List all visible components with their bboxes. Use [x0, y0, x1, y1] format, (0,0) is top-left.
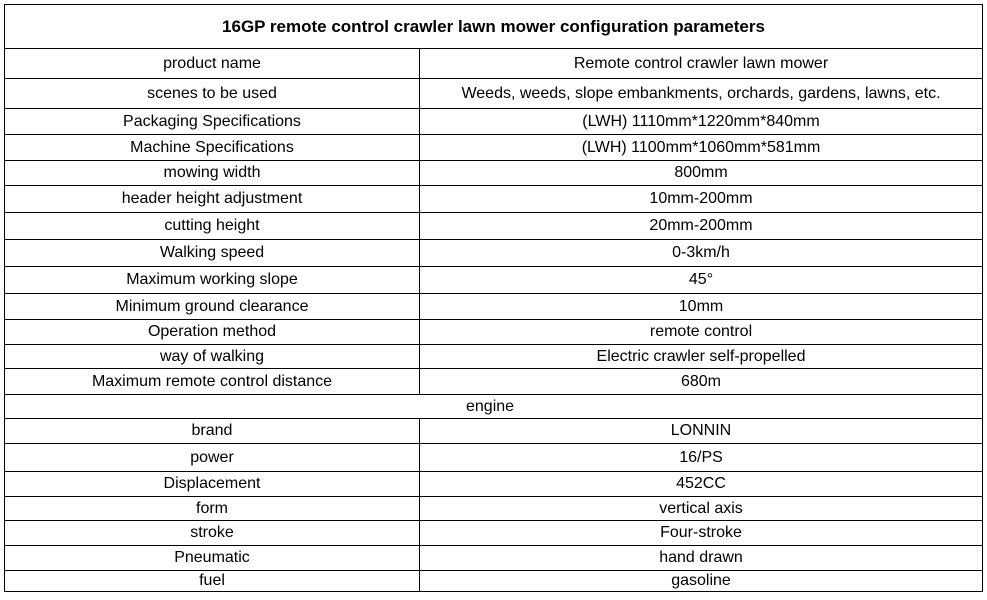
row-label: Packaging Specifications: [5, 109, 420, 135]
table-row: [5, 521, 983, 546]
row-label: brand: [5, 419, 420, 444]
row-label: scenes to be used: [5, 79, 420, 109]
table-row: [5, 213, 983, 240]
row-label: Maximum remote control distance: [5, 369, 420, 395]
row-value: Weeds, weeds, slope embankments, orchards, gardens, lawns, etc.: [420, 79, 983, 109]
table-row: [5, 240, 983, 267]
row-value: gasoline: [420, 571, 983, 592]
table-title: 16GP remote control crawler lawn mower configuration parameters: [5, 5, 983, 49]
table-row: [5, 294, 983, 320]
row-label: header height adjustment: [5, 186, 420, 213]
row-label: Minimum ground clearance: [5, 294, 420, 320]
row-value: (LWH) 1110mm*1220mm*840mm: [420, 109, 983, 135]
section-heading-engine: engine: [5, 395, 983, 419]
table-row: [5, 345, 983, 369]
table-row: [5, 161, 983, 186]
row-label: way of walking: [5, 345, 420, 369]
row-value: 680m: [420, 369, 983, 395]
row-label: Pneumatic: [5, 546, 420, 571]
row-value: 10mm: [420, 294, 983, 320]
row-value: 20mm-200mm: [420, 213, 983, 240]
row-label: Walking speed: [5, 240, 420, 267]
table-row: [5, 135, 983, 161]
row-label: product name: [5, 49, 420, 79]
row-value: (LWH) 1100mm*1060mm*581mm: [420, 135, 983, 161]
table-row: [5, 546, 983, 571]
row-value: Four-stroke: [420, 521, 983, 546]
row-value: 452CC: [420, 472, 983, 497]
table-row: [5, 472, 983, 497]
table-row: [5, 444, 983, 472]
row-label: Displacement: [5, 472, 420, 497]
table-row: [5, 497, 983, 521]
row-label: Operation method: [5, 320, 420, 345]
row-label: mowing width: [5, 161, 420, 186]
row-value: 0-3km/h: [420, 240, 983, 267]
row-value: 16/PS: [420, 444, 983, 472]
row-value: hand drawn: [420, 546, 983, 571]
spec-table: [4, 4, 983, 592]
row-value: 800mm: [420, 161, 983, 186]
row-label: form: [5, 497, 420, 521]
row-value: vertical axis: [420, 497, 983, 521]
table-row: [5, 419, 983, 444]
table-row: [5, 186, 983, 213]
row-value: LONNIN: [420, 419, 983, 444]
row-value: remote control: [420, 320, 983, 345]
row-value: Remote control crawler lawn mower: [420, 49, 983, 79]
row-label: stroke: [5, 521, 420, 546]
row-label: fuel: [5, 571, 420, 592]
table-row: [5, 109, 983, 135]
table-row: [5, 49, 983, 79]
row-value: 10mm-200mm: [420, 186, 983, 213]
section-row: [5, 395, 983, 419]
row-label: Maximum working slope: [5, 267, 420, 294]
table-row: [5, 369, 983, 395]
row-value: Electric crawler self-propelled: [420, 345, 983, 369]
table-row: [5, 267, 983, 294]
row-label: Machine Specifications: [5, 135, 420, 161]
table-row: [5, 79, 983, 109]
row-label: power: [5, 444, 420, 472]
table-row: [5, 571, 983, 592]
row-label: cutting height: [5, 213, 420, 240]
table-row: [5, 320, 983, 345]
title-row: [5, 5, 983, 49]
row-value: 45°: [420, 267, 983, 294]
